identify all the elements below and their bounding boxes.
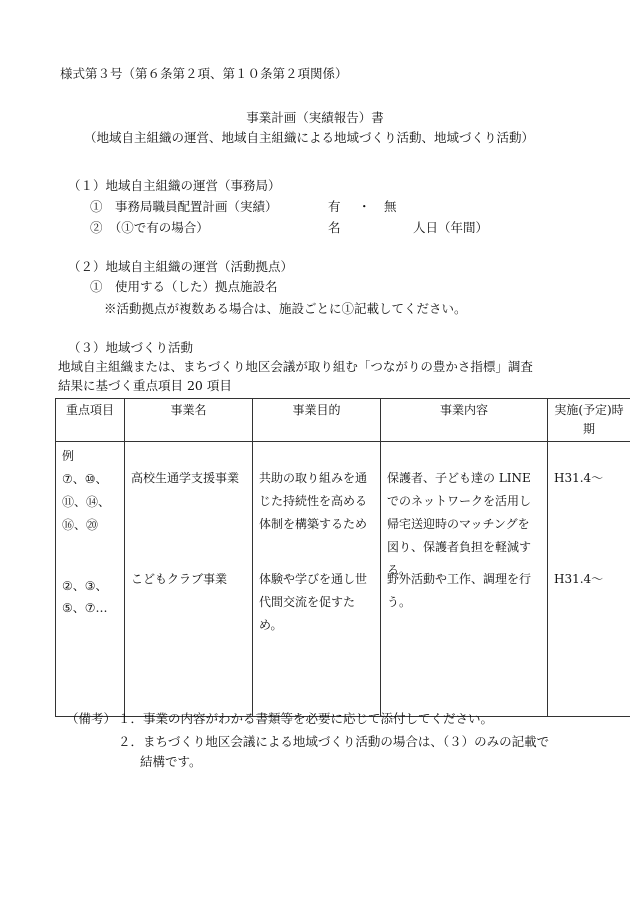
- remarks-note2-line1: ２．まちづくり地区会議による地域づくり活動の場合は、（３）のみの記載で: [118, 734, 550, 749]
- row1-period: H31.4～: [554, 471, 604, 486]
- header-content: 事業内容: [381, 399, 548, 442]
- row1-name: 高校生通学支援事業: [131, 471, 240, 486]
- remarks-label: （備考）: [66, 711, 117, 726]
- section3-desc-line1: 地域自主組織または、まちづくり地区会議が取り組む「つながりの豊かさ指標」調査: [58, 359, 533, 374]
- section1-item1-no: 無: [384, 199, 397, 214]
- table-row: [56, 442, 630, 717]
- header-purpose: 事業目的: [253, 399, 381, 442]
- remarks-note1: １．事業の内容がわかる書類等を必要に応じて添付してください。: [118, 711, 494, 726]
- row2-content: 野外活動や工作、調理を行う。: [387, 572, 532, 610]
- section2-item1-label: ① 使用する（した）拠点施設名: [90, 279, 278, 294]
- content-cell: [381, 442, 548, 717]
- row2-period: H31.4～: [554, 572, 604, 587]
- purpose-cell: [253, 442, 381, 717]
- section2-note: ※活動拠点が複数ある場合は、施設ごとに①記載してください。: [104, 301, 467, 316]
- example-label: 例: [62, 449, 75, 464]
- row2-purpose: 体験や学びを通し世代間交流を促すため。: [259, 572, 368, 632]
- section3-heading: （３）地域づくり活動: [68, 340, 194, 355]
- document-subtitle: （地域自主組織の運営、地域自主組織による地域づくり活動、地域づくり活動）: [84, 130, 535, 145]
- section1-item2-unit1: 名: [328, 220, 341, 235]
- form-number: 様式第３号（第６条第２項、第１０条第２項関係）: [60, 66, 348, 81]
- priority-cell: [56, 442, 125, 717]
- period-cell: [548, 442, 630, 717]
- name-cell: [125, 442, 253, 717]
- table-header-row: [56, 399, 630, 442]
- row1-content: 保護者、子ども達の LINE でのネットワークを活用し帰宅送迎時のマッチングを図り、保護者負担を軽減する。: [387, 471, 532, 577]
- activity-plan-table: [55, 398, 630, 717]
- document-title: 事業計画（実績報告）書: [246, 110, 384, 125]
- header-priority: 重点項目: [56, 399, 125, 442]
- section2-heading: （２）地域自主組織の運営（活動拠点）: [68, 259, 294, 274]
- row1-purpose: 共助の取り組みを通じた持続性を高める体制を構築するため: [259, 471, 368, 531]
- row2-priority: ②、③、⑤、⑦…: [62, 578, 108, 616]
- section1-item2-unit2: 人日（年間）: [413, 220, 489, 235]
- header-period: 実施(予定)時期: [548, 399, 630, 442]
- section3-desc-line2: 結果に基づく重点項目 20 項目: [58, 378, 232, 393]
- row1-priority: ⑦、⑩、⑪、⑭、⑯、⑳: [62, 472, 111, 532]
- row2-name: こどもクラブ事業: [131, 572, 228, 587]
- section1-item2-label: ② （①で有の場合）: [90, 220, 209, 235]
- section1-item1-label: ① 事務局職員配置計画（実績）: [90, 199, 278, 214]
- section1-item1-yes: 有: [328, 199, 341, 214]
- section1-item1-dot: ・: [358, 199, 371, 214]
- section1-heading: （１）地域自主組織の運営（事務局）: [68, 178, 281, 193]
- remarks-note2-line2: 結構です。: [140, 754, 202, 769]
- header-project-name: 事業名: [125, 399, 253, 442]
